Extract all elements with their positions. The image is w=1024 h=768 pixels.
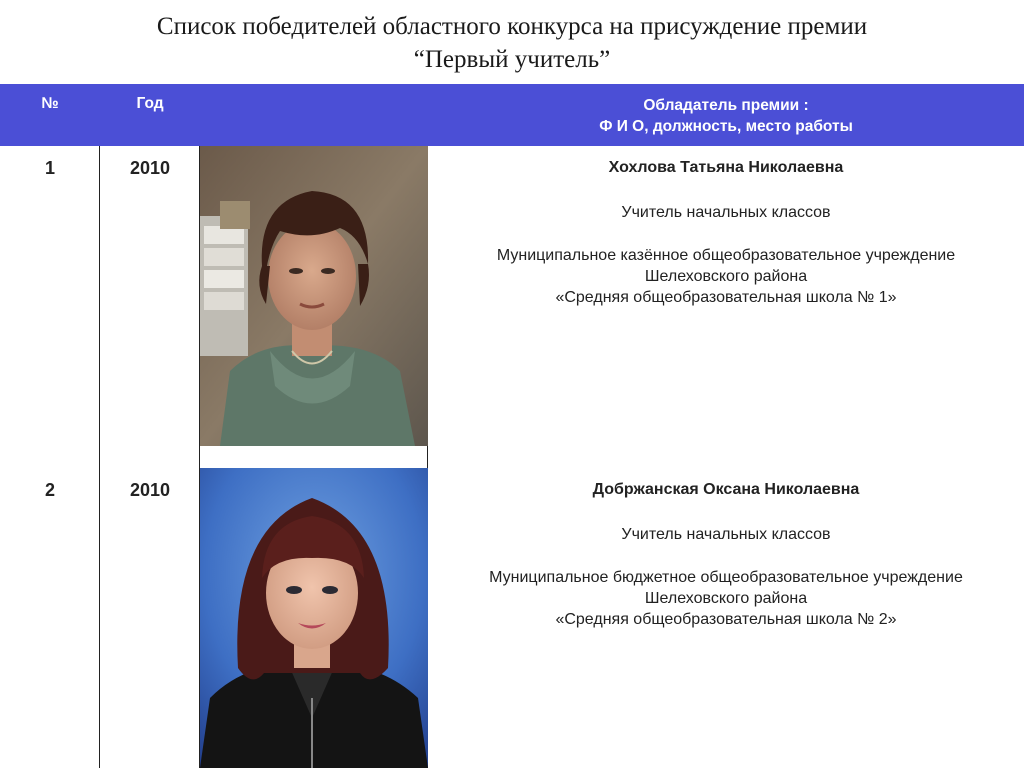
winner-organization-line-2: Шелеховского района xyxy=(644,268,808,285)
winner-organization xyxy=(428,245,1024,308)
winner-info xyxy=(428,479,1024,630)
winner-organization xyxy=(428,567,1024,630)
row-number: 1 xyxy=(44,158,55,178)
column-header-winner-line-1: Обладатель премии : xyxy=(643,97,809,114)
winner-organization-line-1: Муниципальное казённое общеобразовательное учреждение xyxy=(496,247,956,264)
winner-organization-line-3: «Средняя общеобразовательная школа № 1» xyxy=(555,289,897,306)
winner-photo xyxy=(200,146,428,446)
column-header-winner-line-2: Ф И О, должность, место работы xyxy=(599,118,853,135)
winner-organization-line-1: Муниципальное бюджетное общеобразовательное учреждение xyxy=(489,569,963,586)
page-title xyxy=(0,10,1024,76)
winner-name: Добржанская Оксана Николаевна xyxy=(592,481,860,498)
winner-position: Учитель начальных классов xyxy=(621,204,831,221)
column-divider xyxy=(99,146,100,768)
column-header-winner xyxy=(428,95,1024,137)
page-title-line-2: “Первый учитель” xyxy=(413,46,611,73)
table-header xyxy=(0,84,1024,146)
row-year: 2010 xyxy=(129,480,171,500)
column-header-number: № xyxy=(41,95,59,112)
winner-organization-line-3: «Средняя общеобразовательная школа № 2» xyxy=(555,611,897,628)
winner-info xyxy=(428,157,1024,308)
row-number: 2 xyxy=(44,480,55,500)
winner-name: Хохлова Татьяна Николаевна xyxy=(608,159,844,176)
winner-organization-line-2: Шелеховского района xyxy=(644,590,808,607)
winner-position: Учитель начальных классов xyxy=(621,526,831,543)
row-year: 2010 xyxy=(129,158,171,178)
page-title-line-1: Список победителей областного конкурса на присуждение премии xyxy=(156,13,868,40)
winner-photo xyxy=(200,468,428,768)
column-header-year: Год xyxy=(136,95,164,112)
